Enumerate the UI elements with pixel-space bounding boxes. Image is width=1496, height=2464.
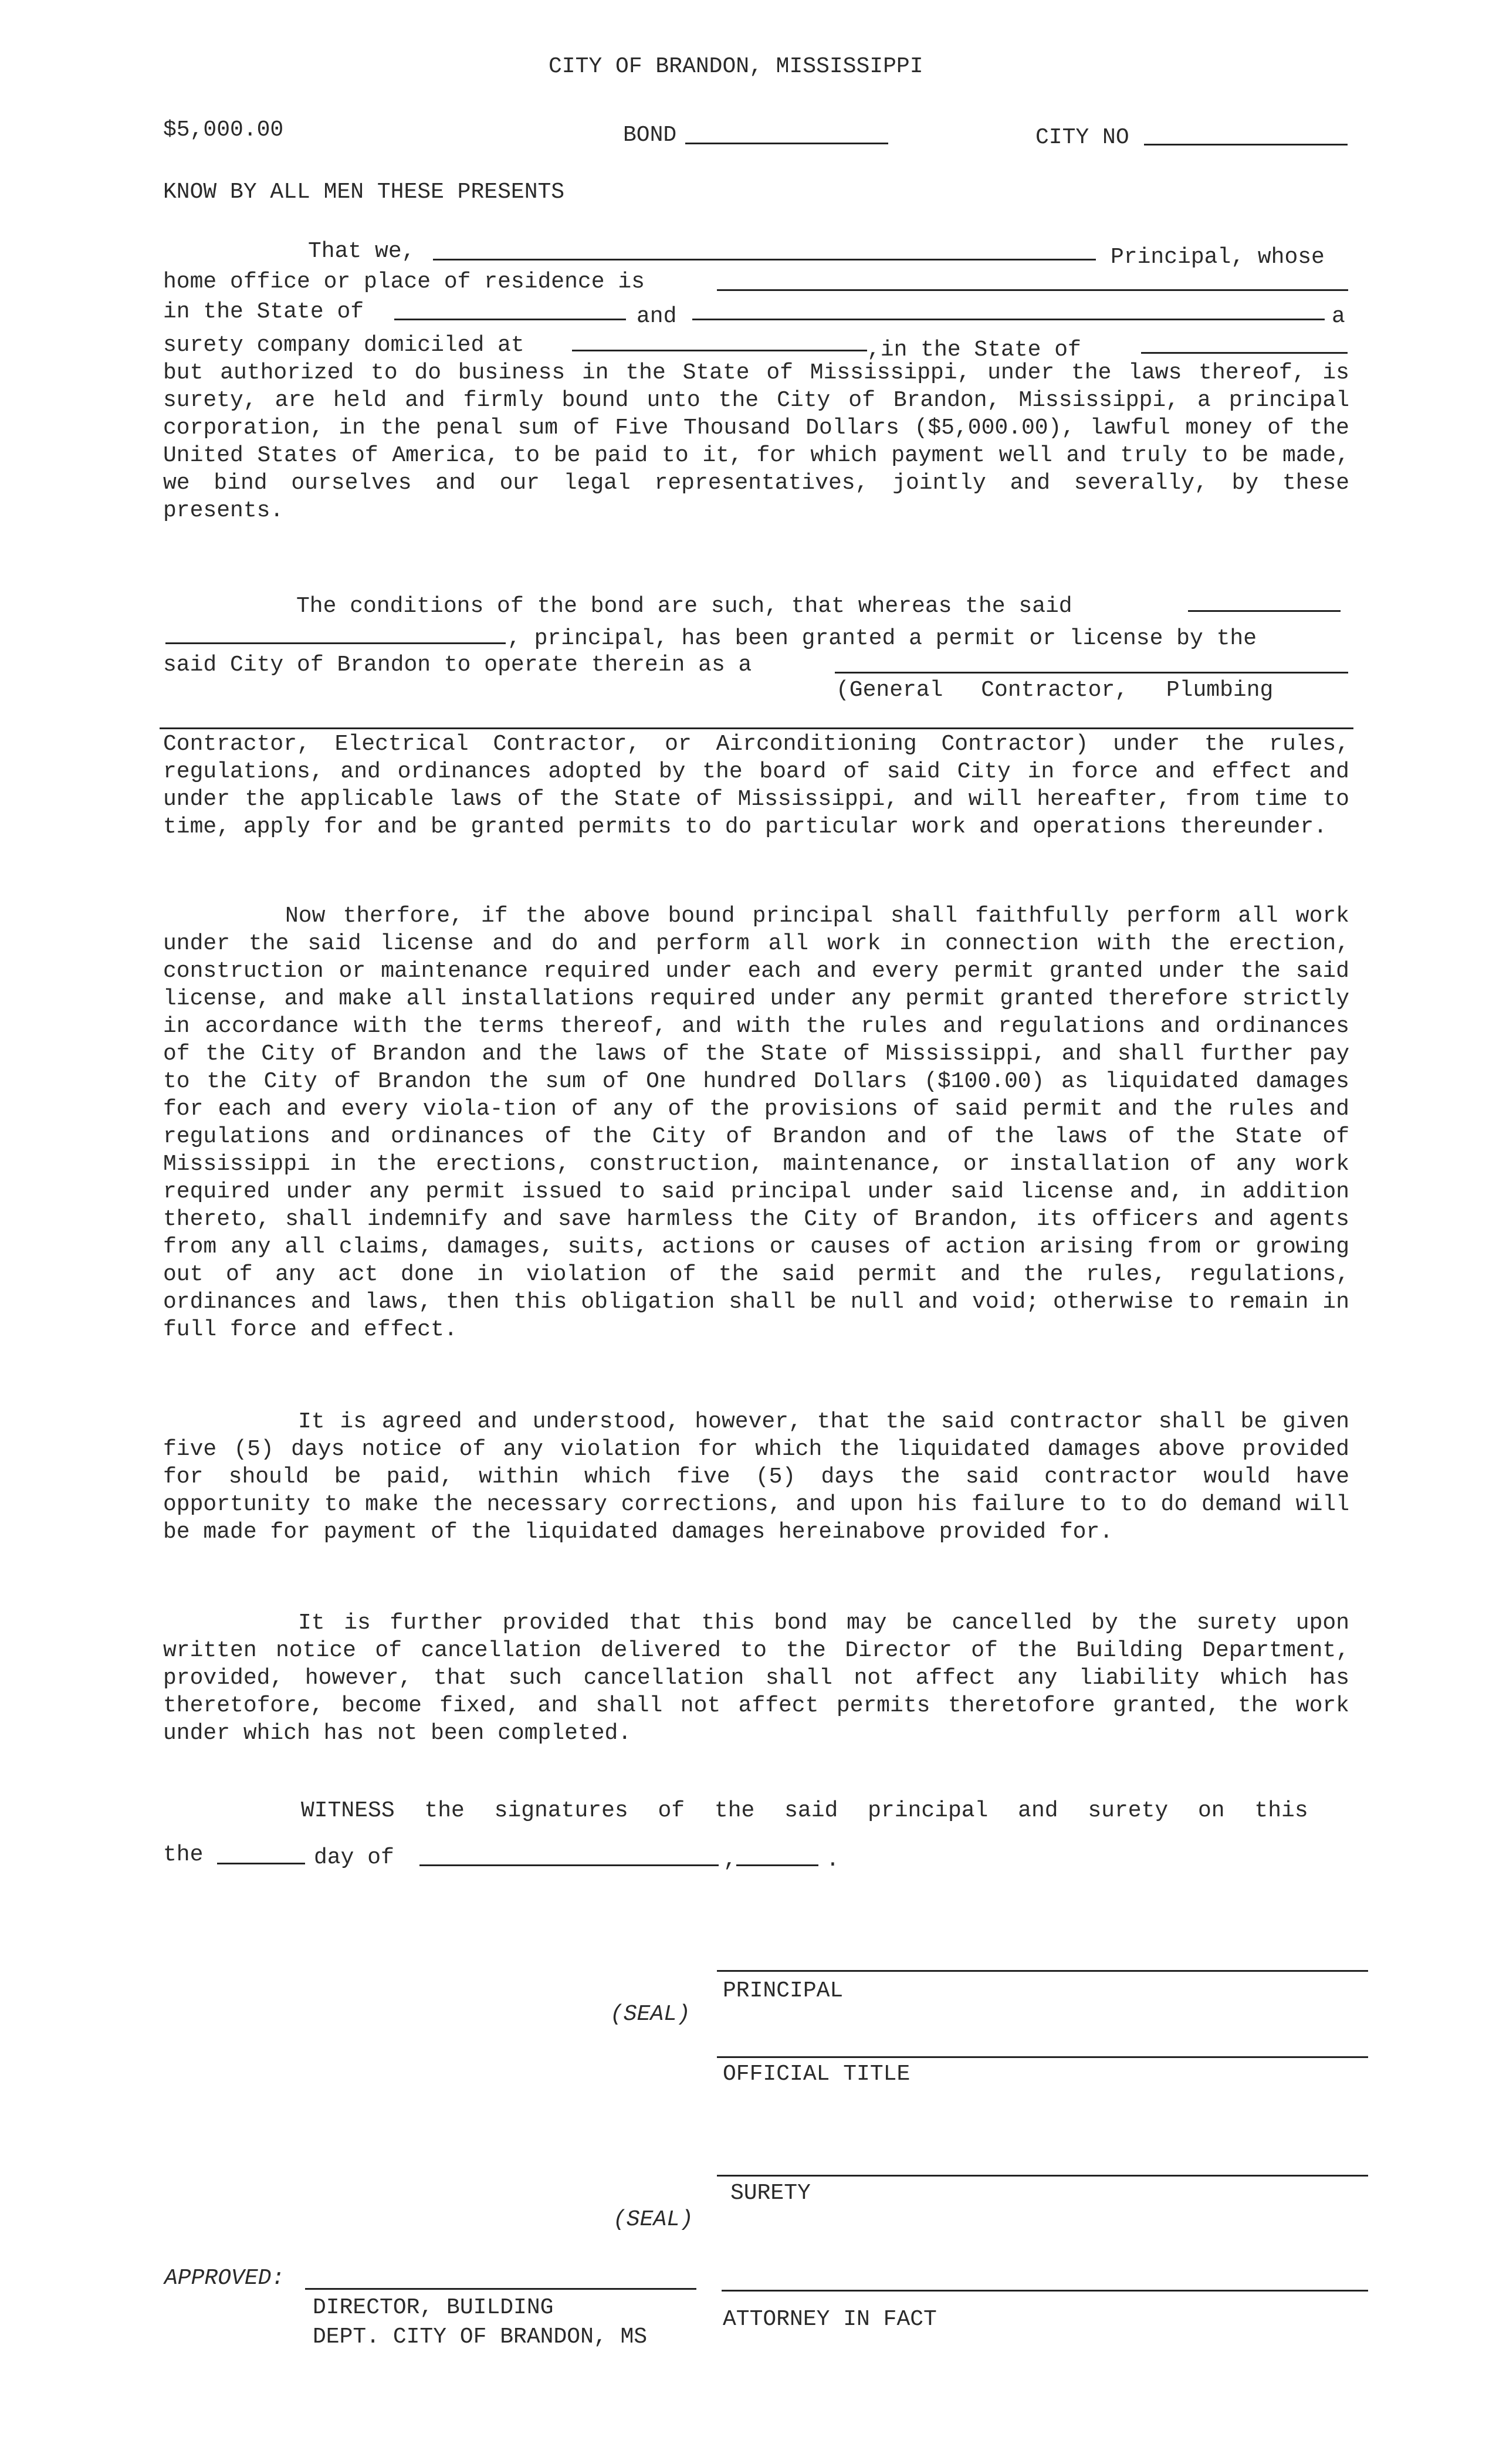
witness-text: WITNESS the signatures of the said principal and surety on this <box>301 1798 1308 1823</box>
seal-2: (SEAL) <box>613 2207 693 2232</box>
in-state-of-label: in the State of <box>163 299 364 324</box>
bond-number-field[interactable] <box>685 143 888 144</box>
a-label: a <box>1332 304 1345 329</box>
principal-signature-line[interactable] <box>717 1970 1368 1972</box>
surety-label: SURETY <box>730 2181 811 2206</box>
surety-company-field[interactable] <box>692 319 1325 320</box>
and-label: and <box>637 304 677 329</box>
bond-amount: $5,000.00 <box>163 117 284 143</box>
principal-state-field[interactable] <box>394 319 626 320</box>
in-the-state-of-label: ,in the State of <box>867 337 1081 363</box>
contractor-type-line[interactable] <box>160 727 1353 729</box>
document-title: CITY OF BRANDON, MISSISSIPPI <box>549 54 923 79</box>
official-title-label: OFFICIAL TITLE <box>723 2062 911 2087</box>
surety-state-field[interactable] <box>1141 352 1348 354</box>
surety-signature-line[interactable] <box>717 2175 1368 2177</box>
city-no-label: CITY NO <box>1035 125 1129 150</box>
surety-domicile-field[interactable] <box>572 350 867 351</box>
day-of-label: day of <box>314 1845 394 1870</box>
principal-whose-label: Principal, whose <box>1111 245 1325 270</box>
that-we-label: That we, <box>308 239 415 264</box>
principal-label: PRINCIPAL <box>723 1978 844 2003</box>
paragraph-2-body: Contractor, Electrical Contractor, or Airconditioning Contractor) under the rules, regulations, and ordinances adopted by the board of said City in force and effect and under the applicable laws of the State of Mississippi, and will hereafter, from time to time, apply for and be granted permits to do particular work and operations thereunder. <box>163 732 1349 840</box>
director-line-2: DEPT. CITY OF BRANDON, MS <box>313 2324 648 2350</box>
the-label: the <box>163 1842 204 1867</box>
paragraph-5: It is further provided that this bond may be cancelled by the surety upon written notice of cancellation delivered to the Director of the Building Department, provided, however, that such cancellation shall not affect any liability which has theretofore, become fixed, and shall not affect permits theretofore granted, the work under which has not been completed. <box>163 1610 1349 1746</box>
residence-field[interactable] <box>717 289 1348 291</box>
attorney-signature-line[interactable] <box>722 2290 1368 2292</box>
principal-field-2[interactable] <box>165 642 506 644</box>
general-contractor-text: (General Contractor, Plumbing <box>836 678 1274 703</box>
month-field[interactable] <box>419 1864 719 1866</box>
intro-line: KNOW BY ALL MEN THESE PRESENTS <box>163 180 565 205</box>
period-mark: . <box>826 1847 840 1873</box>
director-signature-line[interactable] <box>305 2288 696 2290</box>
contractor-type-field[interactable] <box>835 672 1348 673</box>
principal-name-field[interactable] <box>433 259 1096 260</box>
surety-domiciled-label: surety company domiciled at <box>163 333 524 358</box>
approved-label: APPROVED: <box>164 2266 285 2291</box>
paragraph-4: It is agreed and understood, however, that the said contractor shall be given five (5) days notice of any violation for which the liquidated damages above provided for should be paid, within which five (5) days the said contractor would have opportunity to make the necessary corrections, and upon his failure to to do demand will be made for payment of the liquidated damages hereinabove provided for. <box>163 1409 1349 1545</box>
conditions-text: The conditions of the bond are such, that whereas the said <box>296 594 1072 619</box>
principal-granted-text: , principal, has been granted a permit or license by the <box>507 626 1257 651</box>
said-field[interactable] <box>1188 610 1341 612</box>
home-office-label: home office or place of residence is <box>163 269 645 295</box>
paragraph-1-body: but authorized to do business in the State of Mississippi, under the laws thereof, is surety, are held and firmly bound unto the City of Brandon, Mississippi, a principal corporation, in the penal sum of Five Thousand Dollars ($5,000.00), lawful money of the United States of America, to be paid to it, for which payment well and truly to be made, we bind ourselves and our legal representatives, jointly and severally, by these presents. <box>163 360 1349 523</box>
official-title-line[interactable] <box>717 2056 1368 2058</box>
said-city-text: said City of Brandon to operate therein as a <box>163 652 752 678</box>
director-line-1: DIRECTOR, BUILDING <box>313 2295 554 2320</box>
year-field[interactable] <box>736 1864 818 1866</box>
day-field[interactable] <box>217 1863 305 1864</box>
comma-mark: , <box>723 1847 737 1873</box>
city-no-field[interactable] <box>1144 144 1348 145</box>
bond-label: BOND <box>623 123 677 148</box>
paragraph-3: Now therfore, if the above bound principal shall faithfully perform all work under the said license and do and perform all work in connection with the erection, construction or maintenance required under each and every permit granted under the said license, and make all installations required under any permit granted therefore strictly in accordance with the terms thereof, and with the rules and regulations and ordinances of the City of Brandon and the laws of the State of Mississippi, and shall further pay to the City of Brandon the sum of One hundred Dollars ($100.00) as liquidated damages for each and every viola-tion of any of the provisions of said permit and the rules and regulations and ordinances of the City of Brandon and of the laws of the State of Mississippi in the erections, construction, maintenance, or installation of any work required under any permit issued to said principal under said license and, in addition thereto, shall indemnify and save harmless the City of Brandon, its officers and agents from any all claims, damages, suits, actions or causes of action arising from or growing out of any act done in violation of the said permit and the rules, regulations, ordinances and laws, then this obligation shall be null and void; otherwise to remain in full force and effect. <box>163 903 1349 1342</box>
attorney-label: ATTORNEY IN FACT <box>723 2307 937 2332</box>
seal-1: (SEAL) <box>610 2002 691 2027</box>
